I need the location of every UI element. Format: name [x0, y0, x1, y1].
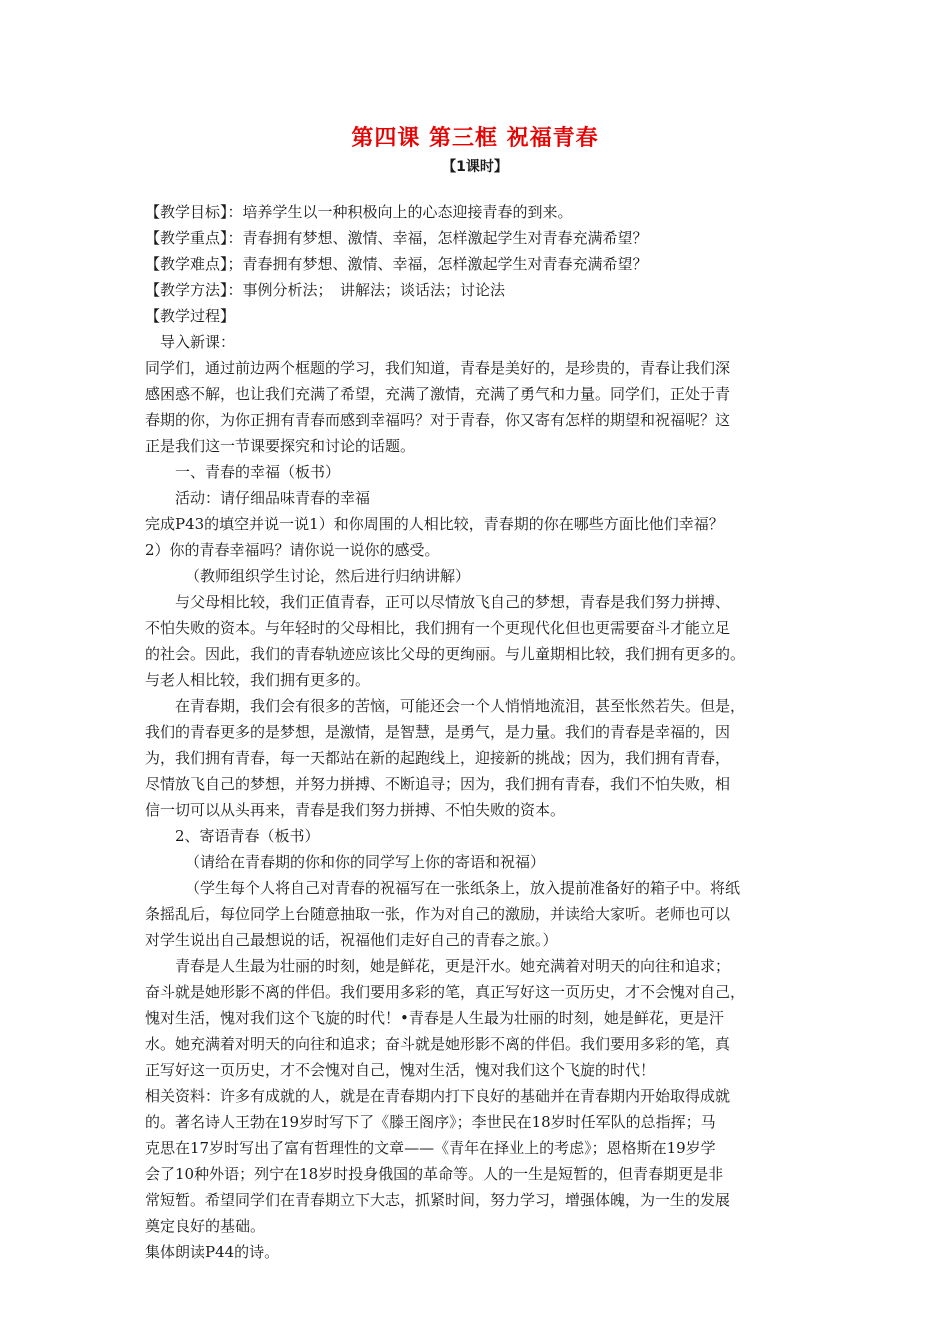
body-line: 【教学难点】；青春拥有梦想、激情、幸福，怎样激起学生对青春充满希望？	[145, 255, 648, 273]
lesson-title: 第四课 第三框 祝福青春	[351, 126, 599, 151]
body-line: 【教学重点】：青春拥有梦想、激情、幸福，怎样激起学生对青春充满希望？	[145, 229, 648, 247]
body-line: 我们的青春更多的是梦想，是激情，是智慧，是勇气，是力量。我们的青春是幸福的，因	[145, 723, 731, 741]
body-line: 常短暂。希望同学们在青春期立下大志，抓紧时间，努力学习，增强体魄，为一生的发展	[145, 1191, 731, 1209]
lesson-body	[145, 199, 803, 1265]
body-line: 水。她充满着对明天的向往和追求；奋斗就是她形影不离的伴侣。我们要用多彩的笔，真	[145, 1035, 731, 1053]
body-line: 正写好这一页历史，才不会愧对自己，愧对生活，愧对我们这个飞旋的时代！	[145, 1061, 656, 1079]
body-line: 【教学目标】：培养学生以一种积极向上的心态迎接青春的到来。	[145, 203, 573, 221]
lesson-duration: 【1课时】	[442, 159, 508, 175]
body-line: 与父母相比较，我们正值青春，正可以尽情放飞自己的梦想，青春是我们努力拼搏、	[175, 593, 731, 611]
body-line: 春期的你，为你正拥有青春而感到幸福吗？对于青春，你又寄有怎样的期望和祝福呢？这	[145, 411, 731, 429]
body-line: 活动：请仔细品味青春的幸福	[175, 489, 371, 507]
body-line: 同学们，通过前边两个框题的学习，我们知道，青春是美好的，是珍贵的，青春让我们深	[145, 359, 731, 377]
body-line: 【教学过程】	[145, 307, 236, 325]
body-line: （请给在青春期的你和你的同学写上你的寄语和祝福）	[185, 853, 546, 871]
body-line: （学生每个人将自己对青春的祝福写在一张纸条上，放入提前准备好的箱子中。将纸	[185, 879, 741, 897]
body-line: 正是我们这一节课要探究和讨论的话题。	[145, 437, 416, 455]
body-line: 奋斗就是她形影不离的伴侣。我们要用多彩的笔，真正写好这一页历史，才不会愧对自己，	[145, 983, 746, 1001]
body-line: 相关资料：许多有成就的人，就是在青春期内打下良好的基础并在青春期内开始取得成就	[145, 1087, 731, 1105]
body-line: 为，我们拥有青春，每一天都站在新的起跑线上，迎接新的挑战；因为，我们拥有青春，	[145, 749, 731, 767]
body-line: 与老人相比较，我们拥有更多的。	[145, 671, 371, 689]
body-line: 奠定良好的基础。	[145, 1217, 266, 1235]
body-line: 会了10种外语；列宁在18岁时投身俄国的革命等。人的一生是短暂的，但青春期更是非	[145, 1165, 724, 1183]
body-line: 克思在17岁时写出了富有哲理性的文章——《青年在择业上的考虑》；恩格斯在19岁学	[145, 1139, 716, 1157]
body-line: 一、青春的幸福（板书）	[175, 463, 341, 481]
body-line: 感困惑不解，也让我们充满了希望，充满了激情，充满了勇气和力量。同学们，正处于青	[145, 385, 731, 403]
body-line: 的。著名诗人王勃在19岁时写下了《滕王阁序》；李世民在18岁时任军队的总指挥；马	[145, 1113, 716, 1131]
body-line: 【教学方法】：事例分析法； 讲解法；谈话法；讨论法	[145, 281, 506, 299]
body-line: 2、寄语青春（板书）	[175, 827, 320, 845]
body-line: 条摇乱后，每位同学上台随意抽取一张，作为对自己的激励，并读给大家听。老师也可以	[145, 905, 731, 923]
body-line: 信一切可以从头再来，青春是我们努力拼搏、不怕失败的资本。	[145, 801, 566, 819]
body-line: 不怕失败的资本。与年轻时的父母相比，我们拥有一个更现代化但也更需要奋斗才能立足	[145, 619, 731, 637]
body-line: （教师组织学生讨论，然后进行归纳讲解）	[185, 567, 471, 585]
body-line: 在青春期，我们会有很多的苦恼，可能还会一个人悄悄地流泪，甚至怅然若失。但是，	[175, 697, 746, 715]
body-line: 的社会。因此，我们的青春轨迹应该比父母的更绚丽。与儿童期相比较，我们拥有更多的。	[145, 645, 746, 663]
body-line: 集体朗读P44的诗。	[145, 1243, 280, 1261]
body-line: 愧对生活，愧对我们这个飞旋的时代！•青春是人生最为壮丽的时刻，她是鲜花，更是汗	[145, 1009, 724, 1027]
body-line: 对学生说出自己最想说的话，祝福他们走好自己的青春之旅。）	[145, 931, 558, 949]
body-line: 导入新课：	[160, 333, 236, 351]
body-line: 完成P43的填空并说一说1）和你周围的人相比较，青春期的你在哪些方面比他们幸福？	[145, 515, 724, 533]
body-line: 尽情放飞自己的梦想，并努力拼搏、不断追寻；因为，我们拥有青春，我们不怕失败，相	[145, 775, 731, 793]
body-line: 2）你的青春幸福吗？请你说一说你的感受。	[145, 541, 440, 559]
body-line: 青春是人生最为壮丽的时刻，她是鲜花，更是汗水。她充满着对明天的向往和追求；	[175, 957, 731, 975]
